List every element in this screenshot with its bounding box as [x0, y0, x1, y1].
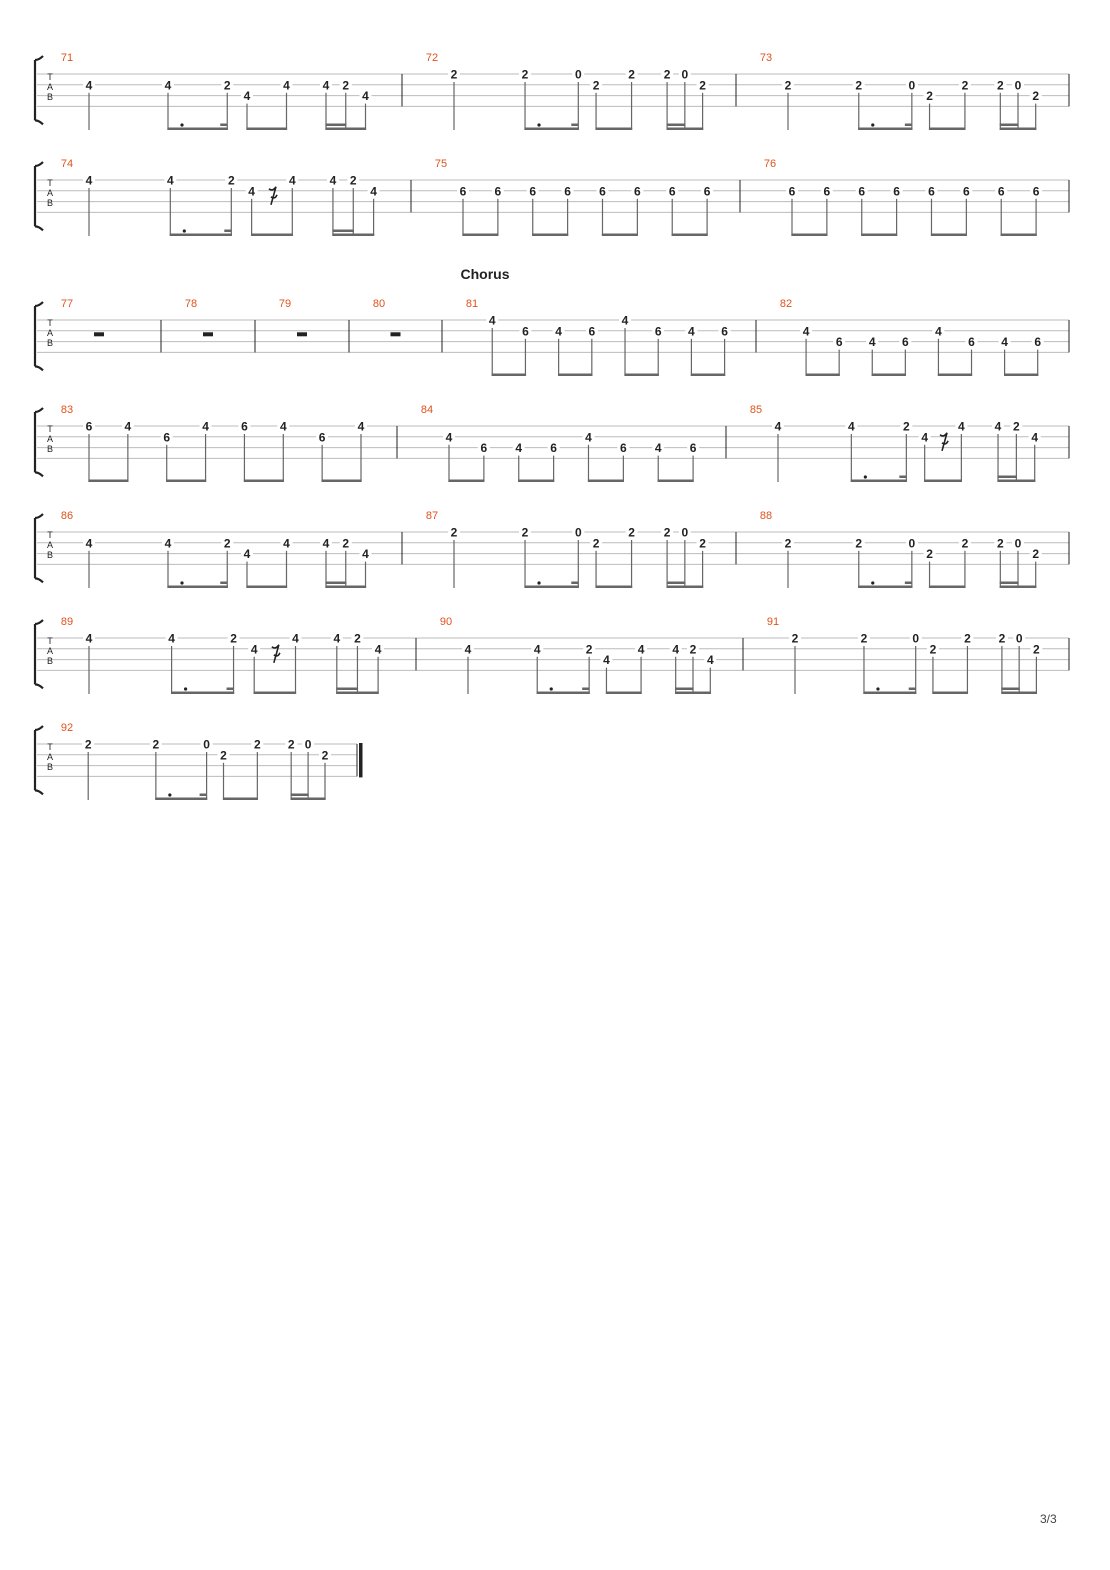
measure-number: 80 — [372, 298, 386, 310]
fret-number: 2 — [996, 536, 1004, 551]
fret-number: 2 — [663, 67, 671, 82]
beam — [167, 128, 227, 131]
fret-number: 6 — [85, 419, 93, 434]
tab-clef-letter: B — [46, 92, 54, 102]
beam — [929, 128, 966, 131]
tab-clef-letter: A — [46, 434, 54, 444]
fret-number: 2 — [855, 78, 863, 93]
beam — [1001, 692, 1037, 695]
measure-number: 85 — [749, 404, 763, 416]
beam — [588, 480, 624, 483]
fret-number: 6 — [241, 419, 248, 434]
measure-number: 79 — [278, 298, 292, 310]
beam — [602, 234, 638, 237]
measure-number: 75 — [434, 158, 448, 170]
system-bracket — [35, 514, 43, 582]
tab-clef-letter: T — [47, 742, 53, 752]
fret-number: 6 — [522, 324, 529, 339]
fret-number: 2 — [663, 525, 671, 540]
tab-clef-letter: A — [46, 540, 54, 550]
beam — [863, 692, 916, 695]
fret-number: 4 — [994, 419, 1002, 434]
beam — [155, 798, 207, 801]
beam — [167, 586, 227, 589]
whole-rest — [203, 332, 213, 336]
fret-number: 6 — [823, 184, 831, 199]
tab-clef-letter: T — [47, 318, 53, 328]
fret-number: 2 — [996, 78, 1004, 93]
fret-number: 4 — [672, 642, 680, 657]
beam — [1004, 374, 1038, 377]
tab-clef-letter: B — [46, 656, 54, 666]
measure-number: 72 — [425, 52, 439, 64]
fret-number: 4 — [164, 78, 172, 93]
measure-number: 90 — [439, 616, 453, 628]
fret-number: 2 — [521, 67, 529, 82]
beam — [595, 586, 632, 589]
fret-number: 6 — [689, 441, 697, 456]
fret-number: 2 — [784, 78, 792, 93]
fret-number: 4 — [603, 653, 610, 668]
measure-number: 87 — [425, 510, 439, 522]
fret-number: 4 — [283, 78, 290, 93]
fret-number: 4 — [958, 419, 965, 434]
fret-number: 0 — [203, 737, 210, 752]
fret-number: 4 — [847, 419, 855, 434]
fret-number: 2 — [152, 737, 160, 752]
beam — [595, 128, 632, 131]
beam — [929, 586, 966, 589]
fret-number: 4 — [621, 313, 629, 328]
measure-number: 78 — [184, 298, 198, 310]
tab-clef-letter: B — [46, 762, 54, 772]
secondary-beam — [675, 688, 694, 691]
beam — [246, 586, 287, 589]
fret-number: 6 — [480, 441, 488, 456]
beam — [532, 234, 568, 237]
fret-number: 4 — [464, 642, 472, 657]
fret-number: 6 — [668, 184, 676, 199]
measure-number: 81 — [465, 298, 479, 310]
secondary-beam — [666, 582, 685, 585]
fret-number: 2 — [926, 89, 933, 104]
tab-clef-letter: A — [46, 328, 54, 338]
beam — [166, 480, 206, 483]
measure-number: 89 — [60, 616, 74, 628]
tab-clef-letter: B — [46, 550, 54, 560]
fret-number: 0 — [908, 536, 916, 551]
fret-number: 4 — [357, 419, 365, 434]
fret-number: 0 — [1014, 536, 1022, 551]
tab-clef-letter: A — [46, 82, 54, 92]
secondary-beam — [325, 582, 346, 585]
fret-number: 4 — [802, 324, 810, 339]
beam — [88, 480, 128, 483]
fret-number: 2 — [1033, 642, 1040, 657]
beam — [691, 374, 725, 377]
measure-number: 76 — [763, 158, 777, 170]
fret-number: 4 — [250, 642, 258, 657]
beam — [524, 586, 578, 589]
fret-number: 2 — [699, 78, 706, 93]
tab-clef-letter: T — [47, 530, 53, 540]
fret-number: 2 — [342, 78, 350, 93]
secondary-beam — [325, 124, 346, 127]
page-number: 3/3 — [1040, 1512, 1057, 1526]
fret-number: 4 — [637, 642, 645, 657]
fret-number: 4 — [166, 173, 174, 188]
fret-number: 2 — [1032, 547, 1040, 562]
partial-beam — [220, 582, 227, 585]
fret-number: 4 — [488, 313, 496, 328]
fret-number: 4 — [533, 642, 541, 657]
fret-number: 6 — [788, 184, 796, 199]
measure-number: 92 — [60, 722, 74, 734]
fret-number: 4 — [688, 324, 695, 339]
augmentation-dot — [537, 123, 540, 126]
beam — [336, 692, 379, 695]
tab-clef-letter: A — [46, 188, 54, 198]
augmentation-dot — [876, 687, 879, 690]
beam — [254, 692, 297, 695]
fret-number: 0 — [912, 631, 920, 646]
augmentation-dot — [184, 687, 187, 690]
fret-number: 6 — [550, 441, 557, 456]
beam — [624, 374, 658, 377]
fret-number: 2 — [223, 78, 231, 93]
beam — [524, 128, 578, 131]
system-bracket — [35, 162, 43, 230]
tab-clef-letter: T — [47, 424, 53, 434]
fret-number: 4 — [1031, 430, 1039, 445]
measure-number: 83 — [60, 404, 74, 416]
fret-number: 2 — [84, 737, 92, 752]
tab-clef-letter: B — [46, 444, 54, 454]
beam — [666, 128, 703, 131]
measure-number: 91 — [766, 616, 780, 628]
augmentation-dot — [168, 793, 171, 796]
beam — [606, 692, 642, 695]
fret-number: 4 — [1001, 335, 1008, 350]
beam — [492, 374, 526, 377]
fret-number: 2 — [521, 525, 529, 540]
beam — [558, 374, 592, 377]
fret-number: 4 — [164, 536, 172, 551]
beam — [858, 586, 912, 589]
partial-beam — [224, 230, 231, 233]
tab-clef-letter: T — [47, 72, 53, 82]
fret-number: 4 — [921, 430, 929, 445]
fret-number: 4 — [555, 324, 562, 339]
fret-number: 6 — [721, 324, 728, 339]
secondary-beam — [336, 688, 358, 691]
fret-number: 4 — [362, 89, 369, 104]
measure-number: 73 — [759, 52, 773, 64]
fret-number: 4 — [202, 419, 209, 434]
fret-number: 6 — [564, 184, 571, 199]
tab-clef-letter: A — [46, 646, 54, 656]
fret-number: 6 — [902, 335, 909, 350]
fret-number: 4 — [362, 547, 369, 562]
fret-number: 2 — [227, 173, 235, 188]
beam — [805, 374, 839, 377]
measure-number: 77 — [60, 298, 74, 310]
secondary-beam — [1000, 124, 1019, 127]
final-barline — [359, 743, 363, 777]
partial-beam — [220, 124, 227, 127]
beam — [932, 692, 968, 695]
augmentation-dot — [864, 475, 867, 478]
fret-number: 4 — [288, 173, 296, 188]
fret-number: 6 — [529, 184, 537, 199]
fret-number: 0 — [681, 525, 689, 540]
fret-number: 6 — [858, 184, 866, 199]
measure-number: 82 — [779, 298, 793, 310]
partial-beam — [905, 124, 912, 127]
secondary-beam — [666, 124, 685, 127]
fret-number: 4 — [868, 335, 876, 350]
fret-number: 6 — [588, 324, 596, 339]
secondary-beam — [997, 476, 1017, 479]
fret-number: 2 — [961, 536, 969, 551]
fret-number: 6 — [654, 324, 662, 339]
fret-number: 2 — [253, 737, 261, 752]
beam — [322, 480, 362, 483]
beam — [666, 586, 703, 589]
fret-number: 6 — [1034, 335, 1042, 350]
fret-number: 4 — [329, 173, 337, 188]
secondary-beam — [291, 794, 309, 797]
fret-number: 2 — [230, 631, 237, 646]
fret-number: 6 — [599, 184, 606, 199]
beam — [537, 692, 590, 695]
tab-clef-letter: A — [46, 752, 54, 762]
fret-number: 4 — [283, 536, 290, 551]
fret-number: 4 — [124, 419, 132, 434]
fret-number: 4 — [85, 78, 93, 93]
fret-number: 2 — [450, 67, 458, 82]
augmentation-dot — [871, 581, 874, 584]
fret-number: 2 — [354, 631, 361, 646]
fret-number: 6 — [459, 184, 467, 199]
beam — [462, 234, 498, 237]
partial-beam — [905, 582, 912, 585]
augmentation-dot — [180, 123, 183, 126]
system-bracket — [35, 726, 43, 794]
beam — [1000, 128, 1037, 131]
whole-rest — [391, 332, 401, 336]
fret-number: 6 — [997, 184, 1005, 199]
fret-number: 4 — [322, 536, 330, 551]
fret-number: 2 — [964, 631, 971, 646]
fret-number: 2 — [903, 419, 910, 434]
fret-number: 0 — [908, 78, 916, 93]
fret-number: 6 — [928, 184, 935, 199]
tab-clef-letter: T — [47, 178, 53, 188]
fret-number: 6 — [1032, 184, 1040, 199]
fret-number: 0 — [304, 737, 312, 752]
beam — [672, 234, 708, 237]
fret-number: 4 — [515, 441, 523, 456]
fret-number: 2 — [855, 536, 863, 551]
fret-number: 2 — [349, 173, 357, 188]
fret-number: 2 — [926, 547, 933, 562]
fret-number: 0 — [681, 67, 689, 82]
fret-number: 2 — [1013, 419, 1020, 434]
beam — [858, 128, 912, 131]
fret-number: 2 — [929, 642, 937, 657]
fret-number: 4 — [292, 631, 299, 646]
secondary-beam — [332, 230, 354, 233]
fret-number: 4 — [935, 324, 942, 339]
system-bracket — [35, 408, 43, 476]
beam — [171, 692, 234, 695]
fret-number: 2 — [628, 67, 635, 82]
fret-number: 2 — [699, 536, 706, 551]
beam — [518, 480, 554, 483]
fret-number: 4 — [774, 419, 782, 434]
fret-number: 0 — [574, 67, 582, 82]
partial-beam — [899, 476, 906, 479]
fret-number: 4 — [243, 547, 251, 562]
fret-number: 4 — [654, 441, 662, 456]
fret-number: 2 — [592, 78, 600, 93]
fret-number: 4 — [279, 419, 287, 434]
beam — [851, 480, 907, 483]
fret-number: 2 — [220, 748, 227, 763]
fret-number: 4 — [370, 184, 377, 199]
fret-number: 4 — [585, 430, 592, 445]
fret-number: 6 — [963, 184, 970, 199]
system-bracket — [35, 620, 43, 688]
fret-number: 2 — [1032, 89, 1040, 104]
fret-number: 6 — [620, 441, 627, 456]
fret-number: 0 — [1014, 78, 1022, 93]
fret-number: 6 — [893, 184, 900, 199]
fret-number: 2 — [860, 631, 868, 646]
tab-clef-letter: B — [46, 338, 54, 348]
augmentation-dot — [550, 687, 553, 690]
beam — [938, 374, 972, 377]
fret-number: 6 — [494, 184, 502, 199]
fret-number: 2 — [342, 536, 350, 551]
measure-number: 84 — [420, 404, 434, 416]
fret-number: 2 — [450, 525, 458, 540]
whole-rest — [94, 332, 104, 336]
fret-number: 2 — [592, 536, 600, 551]
fret-number: 2 — [689, 642, 697, 657]
fret-number: 2 — [961, 78, 969, 93]
beam — [997, 480, 1035, 483]
partial-beam — [200, 794, 207, 797]
beam — [924, 480, 962, 483]
fret-number: 4 — [243, 89, 251, 104]
measure-number: 74 — [60, 158, 74, 170]
tab-clef-letter: T — [47, 636, 53, 646]
fret-number: 6 — [634, 184, 641, 199]
measure-number: 88 — [759, 510, 773, 522]
section-label: Chorus — [460, 266, 510, 282]
beam — [246, 128, 287, 131]
beam — [1001, 234, 1037, 237]
fret-number: 2 — [791, 631, 799, 646]
beam — [332, 234, 374, 237]
beam — [325, 586, 366, 589]
fret-number: 4 — [374, 642, 382, 657]
fret-number: 4 — [85, 536, 93, 551]
fret-number: 6 — [318, 430, 326, 445]
fret-number: 4 — [333, 631, 341, 646]
fret-number: 0 — [574, 525, 582, 540]
fret-number: 6 — [703, 184, 711, 199]
beam — [931, 234, 967, 237]
measure-number: 86 — [60, 510, 74, 522]
partial-beam — [227, 688, 234, 691]
fret-number: 2 — [287, 737, 295, 752]
beam — [291, 798, 326, 801]
partial-beam — [582, 688, 589, 691]
measure-number: 71 — [60, 52, 74, 64]
partial-beam — [571, 124, 578, 127]
beam — [861, 234, 897, 237]
beam — [872, 374, 906, 377]
partial-beam — [571, 582, 578, 585]
fret-number: 2 — [784, 536, 792, 551]
tab-clef-letter: B — [46, 198, 54, 208]
whole-rest — [297, 332, 307, 336]
augmentation-dot — [871, 123, 874, 126]
secondary-beam — [1001, 688, 1019, 691]
fret-number: 4 — [248, 184, 255, 199]
beam — [1000, 586, 1037, 589]
beam — [251, 234, 293, 237]
fret-number: 4 — [706, 653, 714, 668]
fret-number: 4 — [85, 631, 93, 646]
augmentation-dot — [537, 581, 540, 584]
fret-number: 2 — [585, 642, 593, 657]
fret-number: 4 — [445, 430, 453, 445]
system-bracket — [35, 56, 43, 124]
fret-number: 0 — [1015, 631, 1023, 646]
fret-number: 4 — [85, 173, 93, 188]
fret-number: 6 — [163, 430, 171, 445]
beam — [791, 234, 827, 237]
beam — [658, 480, 694, 483]
fret-number: 4 — [168, 631, 175, 646]
fret-number: 2 — [998, 631, 1006, 646]
augmentation-dot — [180, 581, 183, 584]
beam — [675, 692, 711, 695]
fret-number: 2 — [321, 748, 329, 763]
fret-number: 4 — [322, 78, 330, 93]
fret-number: 2 — [223, 536, 231, 551]
system-bracket — [35, 302, 43, 370]
partial-beam — [909, 688, 916, 691]
fret-number: 2 — [628, 525, 635, 540]
beam — [244, 480, 284, 483]
fret-number: 6 — [968, 335, 975, 350]
beam — [170, 234, 232, 237]
fret-number: 6 — [835, 335, 843, 350]
beam — [325, 128, 366, 131]
augmentation-dot — [183, 229, 186, 232]
secondary-beam — [1000, 582, 1019, 585]
beam — [223, 798, 258, 801]
beam — [448, 480, 484, 483]
